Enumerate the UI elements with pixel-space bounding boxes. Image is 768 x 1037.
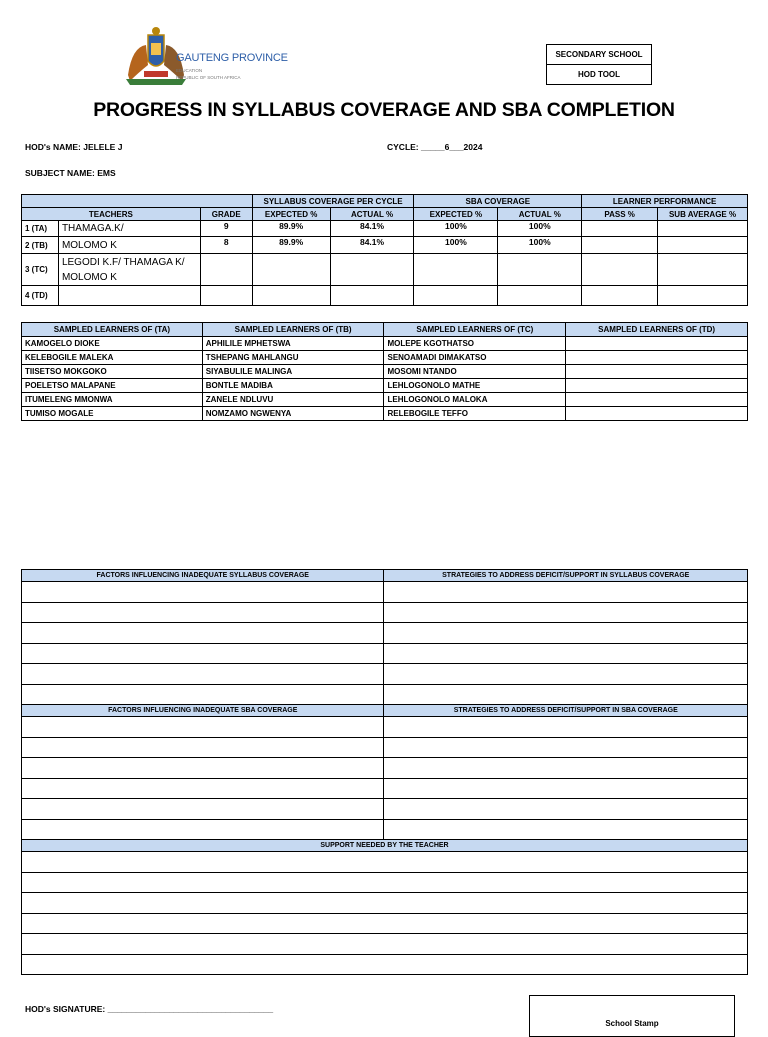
syllabus-expected-cell — [252, 286, 330, 306]
table-row — [22, 237, 748, 254]
table-row — [22, 393, 748, 407]
support-field[interactable] — [22, 893, 748, 914]
sba-factor-field[interactable] — [22, 778, 384, 799]
sba-expected-cell — [414, 254, 498, 286]
input-row — [22, 737, 748, 758]
table-row — [22, 254, 748, 286]
input-row — [22, 954, 748, 975]
syllabus-expected-cell: 89.9% — [252, 237, 330, 254]
coverage-table — [21, 194, 748, 306]
syllabus-factor-field[interactable] — [22, 643, 384, 664]
syllabus-strategy-field[interactable] — [384, 643, 748, 664]
syllabus-strategy-field[interactable] — [384, 623, 748, 644]
learners-td-header: SAMPLED LEARNERS OF (TD) — [566, 323, 748, 337]
learner-cell — [566, 365, 748, 379]
sba-factor-field[interactable] — [22, 819, 384, 840]
sub-average-cell — [658, 221, 748, 237]
sub-average-cell — [658, 286, 748, 306]
sampled-learners-table — [21, 322, 748, 421]
sba-expected-header: EXPECTED % — [414, 208, 498, 221]
learner-cell: LEHLOGONOLO MALOKA — [384, 393, 566, 407]
school-stamp-box — [529, 995, 735, 1037]
page-title: PROGRESS IN SYLLABUS COVERAGE AND SBA COMPLETION — [93, 99, 675, 121]
learner-cell: RELEBOGILE TEFFO — [384, 407, 566, 421]
input-row — [22, 758, 748, 779]
subject-name: SUBJECT NAME: EMS — [25, 168, 116, 178]
sba-actual-cell — [498, 286, 582, 306]
syllabus-strategy-field[interactable] — [384, 582, 748, 603]
learners-ta-header: SAMPLED LEARNERS OF (TA) — [22, 323, 203, 337]
input-row — [22, 643, 748, 664]
sba-strategies-header: STRATEGIES TO ADDRESS DEFICIT/SUPPORT IN SBA COVERAGE — [384, 705, 748, 717]
teacher-name: MOLOMO K — [58, 237, 200, 254]
input-row — [22, 819, 748, 840]
sba-factor-field[interactable] — [22, 737, 384, 758]
learner-cell — [566, 407, 748, 421]
grade-cell — [200, 254, 252, 286]
learner-cell: ITUMELENG MMONWA — [22, 393, 203, 407]
table-row — [22, 337, 748, 351]
cycle: CYCLE: _____6___2024 — [387, 142, 483, 152]
row-label: 4 (TD) — [22, 286, 59, 306]
syllabus-factor-field[interactable] — [22, 602, 384, 623]
logo-subtitle-country: REPUBLIC OF SOUTH AFRICA — [176, 75, 241, 80]
sba-strategy-field[interactable] — [384, 778, 748, 799]
sba-strategy-field[interactable] — [384, 717, 748, 738]
learner-cell — [566, 337, 748, 351]
sba-expected-cell: 100% — [414, 221, 498, 237]
syllabus-strategy-field[interactable] — [384, 602, 748, 623]
sba-actual-cell: 100% — [498, 221, 582, 237]
teacher-name: THAMAGA.K/ — [58, 221, 200, 237]
sba-factor-field[interactable] — [22, 717, 384, 738]
learner-cell: POELETSO MALAPANE — [22, 379, 203, 393]
pass-cell — [582, 286, 658, 306]
pass-cell — [582, 254, 658, 286]
learner-cell: SIYABULILE MALINGA — [202, 365, 384, 379]
learner-cell: APHILILE MPHETSWA — [202, 337, 384, 351]
learner-cell: MOLEPE KGOTHATSO — [384, 337, 566, 351]
input-row — [22, 934, 748, 955]
sba-expected-cell: 100% — [414, 237, 498, 254]
learner-cell: TSHEPANG MAHLANGU — [202, 351, 384, 365]
table-row — [22, 221, 748, 237]
learner-cell: KELEBOGILE MALEKA — [22, 351, 203, 365]
pass-cell — [582, 221, 658, 237]
syllabus-actual-cell — [330, 286, 414, 306]
row-label: 1 (TA) — [22, 221, 59, 237]
pass-cell — [582, 237, 658, 254]
row-label: 2 (TB) — [22, 237, 59, 254]
syllabus-strategies-header: STRATEGIES TO ADDRESS DEFICIT/SUPPORT IN SYLLABUS COVERAGE — [384, 570, 748, 582]
sba-strategy-field[interactable] — [384, 758, 748, 779]
sba-strategy-field[interactable] — [384, 799, 748, 820]
syllabus-factor-field[interactable] — [22, 582, 384, 603]
input-row — [22, 717, 748, 738]
tool-name-label: HOD TOOL — [547, 64, 651, 84]
grade-cell — [200, 286, 252, 306]
input-row — [22, 602, 748, 623]
sba-coverage-header: SBA COVERAGE — [414, 195, 582, 208]
learner-cell: TIISETSO MOKGOKO — [22, 365, 203, 379]
sba-actual-header: ACTUAL % — [498, 208, 582, 221]
sba-actual-cell — [498, 254, 582, 286]
table-row — [22, 365, 748, 379]
input-row — [22, 799, 748, 820]
school-type-label: SECONDARY SCHOOL — [555, 50, 643, 59]
row-label: 3 (TC) — [22, 254, 59, 286]
teacher-name — [58, 286, 200, 306]
syllabus-actual-cell: 84.1% — [330, 237, 414, 254]
input-row — [22, 778, 748, 799]
learner-performance-header: LEARNER PERFORMANCE — [582, 195, 748, 208]
syllabus-factors-header: FACTORS INFLUENCING INADEQUATE SYLLABUS COVERAGE — [22, 570, 384, 582]
syllabus-actual-cell — [330, 254, 414, 286]
learner-cell: ZANELE NDLUVU — [202, 393, 384, 407]
input-row — [22, 852, 748, 873]
learners-tb-header: SAMPLED LEARNERS OF (TB) — [202, 323, 384, 337]
learner-cell — [566, 351, 748, 365]
pass-header: PASS % — [582, 208, 658, 221]
sub-average-cell — [658, 237, 748, 254]
logo-subtitle-education: EDUCATION — [176, 68, 203, 73]
learner-cell — [566, 393, 748, 407]
sub-average-header: SUB AVERAGE % — [658, 208, 748, 221]
syllabus-expected-cell — [252, 254, 330, 286]
table-row — [22, 379, 748, 393]
hod-signature-line[interactable]: HOD's SIGNATURE: ___________________________________ — [25, 1004, 274, 1014]
sub-average-cell — [658, 254, 748, 286]
syllabus-strategy-field[interactable] — [384, 664, 748, 685]
tool-tag-box — [546, 44, 652, 85]
hod-name: HOD's NAME: JELELE J — [25, 142, 123, 152]
support-field[interactable] — [22, 872, 748, 893]
syllabus-actual-cell: 84.1% — [330, 221, 414, 237]
factors-strategies-table — [21, 569, 748, 975]
input-row — [22, 893, 748, 914]
syllabus-strategy-field[interactable] — [384, 684, 748, 705]
school-stamp-label: School Stamp — [605, 1019, 659, 1028]
sba-factors-header: FACTORS INFLUENCING INADEQUATE SBA COVERAGE — [22, 705, 384, 717]
learner-cell: LEHLOGONOLO MATHE — [384, 379, 566, 393]
input-row — [22, 684, 748, 705]
teacher-name: LEGODI K.F/ THAMAGA K/ MOLOMO K — [58, 254, 200, 286]
table-row — [22, 286, 748, 306]
support-field[interactable] — [22, 954, 748, 975]
learner-cell: MOSOMI NTANDO — [384, 365, 566, 379]
input-row — [22, 623, 748, 644]
table-row — [22, 351, 748, 365]
support-needed-header: SUPPORT NEEDED BY THE TEACHER — [22, 840, 748, 852]
syllabus-factor-field[interactable] — [22, 664, 384, 685]
support-field[interactable] — [22, 913, 748, 934]
sba-actual-cell: 100% — [498, 237, 582, 254]
sba-strategy-field[interactable] — [384, 737, 748, 758]
grade-column-header: GRADE — [200, 208, 252, 221]
learner-cell: KAMOGELO DIOKE — [22, 337, 203, 351]
sba-strategy-field[interactable] — [384, 819, 748, 840]
support-field[interactable] — [22, 852, 748, 873]
sba-factor-field[interactable] — [22, 758, 384, 779]
sba-expected-cell — [414, 286, 498, 306]
grade-cell: 9 — [200, 221, 252, 237]
support-field[interactable] — [22, 934, 748, 955]
learner-cell: BONTLE MADIBA — [202, 379, 384, 393]
input-row — [22, 913, 748, 934]
syllabus-factor-field[interactable] — [22, 623, 384, 644]
input-row — [22, 872, 748, 893]
learner-cell: SENOAMADI DIMAKATSO — [384, 351, 566, 365]
syllabus-actual-header: ACTUAL % — [330, 208, 414, 221]
learner-cell — [566, 379, 748, 393]
learner-cell: NOMZAMO NGWENYA — [202, 407, 384, 421]
blank-header — [22, 195, 253, 208]
learner-cell: TUMISO MOGALE — [22, 407, 203, 421]
syllabus-expected-cell: 89.9% — [252, 221, 330, 237]
table-row — [22, 407, 748, 421]
grade-cell: 8 — [200, 237, 252, 254]
teachers-column-header: TEACHERS — [22, 208, 201, 221]
syllabus-factor-field[interactable] — [22, 684, 384, 705]
input-row — [22, 664, 748, 685]
learners-tc-header: SAMPLED LEARNERS OF (TC) — [384, 323, 566, 337]
syllabus-coverage-header: SYLLABUS COVERAGE PER CYCLE — [252, 195, 414, 208]
logo-title: GAUTENG PROVINCE — [176, 52, 288, 64]
syllabus-expected-header: EXPECTED % — [252, 208, 330, 221]
sba-factor-field[interactable] — [22, 799, 384, 820]
input-row — [22, 582, 748, 603]
